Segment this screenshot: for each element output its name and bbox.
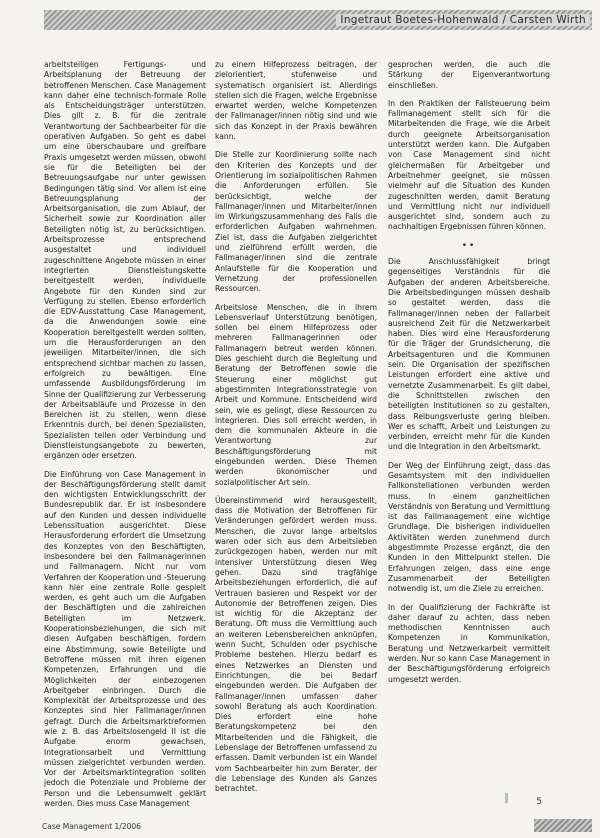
paragraph: zu einem Hilfeprozess beitragen, der zielorientiert, stufenweise und systematisch organisiert ist. Allerdings stellen sich die Fragen, welche Ergebnisse erwartet werden, welche Kompetenzen der Fallmanager/innen nötig sind und wie sich das Konzept in der Praxis bewähren kann. <box>215 60 377 142</box>
text-column-middle <box>215 60 377 802</box>
running-header-authors: Ingetraut Boetes-Hohenwald / Carsten Wirth <box>336 14 590 26</box>
paragraph: arbeitsteiligen Fertigungs- und Arbeitsplanung der Betreuung der betroffenen Menschen. Case Management kann daher eine technisch-formale Rolle als Entscheidungsträger unterstützen. Dies gilt z. B. für die zentrale Verantwortung der Sachbearbeiter für die operativen Aufgaben. So geht es dabei um eine überschaubare und greifbare Praxis umgesetzt werden müssen, obwohl sie für die Beteiligten bei der Betreuungsaufgabe nur unter gewissen Bedingungen tätig sind. Vor allem ist eine Betreuungsplanung der Arbeitsorganisation, die zum Ablauf, der Sicherheit sowie zur Koordination aller Beteiligten nötig ist, zu berücksichtigen. Arbeitsprozesse entsprechend ausgestaltet und individuell zugeschnittene Angebote müssen in einer integrierten Dienstleistungskette bereitgestellt werden, individuelle Angebote für den Kunden sind zur Verfügung zu stellen. Ebenso erforderlich die EDV-Ausstattung Case Management, da die Anwendungen sowie eine Kooperation bereitgestellt werden sollten, um die Herausforderungen an den jeweiligen Mitarbeiter/innen, die sich entsprechend sichtbar machen zu lassen, erfolgreich zu bewältigen. Eine umfassende Ausbildungsförderung im Sinne der Qualifizierung zur Verbesserung der Arbeitsabläufe und Prozesse in den Bereichen ist zu stellen, wenn diese Erkenntnis durch, bei denen Spezialisten, Spezialisten teilen oder Verbindung und Dienstleistungsangebote zu bewerten, ergänzen oder ersetzen. <box>44 60 206 461</box>
paragraph: Die Anschlussfähigkeit bringt gegenseitiges Verständnis für die Aufgaben der anderen Arbeitsbereiche. Die Arbeitsbedingungen müssen deshalb so gestaltet werden, dass die Fallmanager/innen neben der Fallarbeit ausreichend Zeit für die Netzwerkarbeit haben. Dies wird eine Herausforderung für die Träger der Grundsicherung, die Arbeitsagenturen und die Kommunen sein. Die Organisation der spezifischen Leistungen erfordert eine aktive und vernetzte Zusammenarbeit. Es gilt dabei, die Schnittstellen zwischen den beteiligten Institutionen so zu gestalten, dass Reibungsverluste gering bleiben. Wer es schafft, Arbeit und Leistungen zu verbinden, erreicht mehr für die Kunden und die Integration in den Arbeitsmarkt. <box>388 257 550 452</box>
paragraph: In der Qualifizierung der Fachkräfte ist daher darauf zu achten, dass neben methodischen Kenntnissen auch Kompetenzen in Kommunikation, Beratung und Netzwerkarbeit vermittelt werden. Nur so kann Case Management in der Beschäftigungsförderung erfolgreich umgesetzt werden. <box>388 602 550 684</box>
paragraph: Die Einführung von Case Management in der Beschäftigungsförderung stellt damit den wichtigsten Entwicklungsschritt der Bundesrepublik dar. Er ist insbesondere auf den Kunden und dessen individuelle Lebenssituation ausgerichtet. Diese Herausforderung erfordert die Umsetzung des Konzeptes von den Beschäftigten, insbesondere bei den Fallmanagerinnen und Fallmanagern. Nicht nur vom Verfahren der Kooperation und -Steuerung kann hier eine zentrale Rolle gespielt werden, es geht auch um die Aufgaben der Beschäftigten und die zahlreichen Beteiligten im Netzwerk. Kooperationsbeziehungen, die sich mit diesen Aufgaben beschäftigen, fordern eine Abstimmung, sowie Beteiligte und Betroffene müssen mit ihren eigenen Kompetenzen, Erfahrungen und die Möglichkeiten der einbezogenen Arbeitgeber einbringen. Durch die Komplexität der Arbeitsprozesse und des Konzeptes sind hier Fallmanager/innen gefragt. Durch die Arbeitsmarktreformen wie z. B. das Arbeitslosengeld II ist die Aufgabe enorm gewachsen, Integrationsarbeit und Vermittlung müssen zielgerichtet verbunden werden. Vor der Arbeitsmarktintegration sollten jedoch die Potenziale und Probleme der Person und die Lebensumwelt geklärt werden. Dies muss Case Management <box>44 469 206 809</box>
paragraph: gesprochen werden, die auch die Stärkung der Eigenverantwortung einschließen. <box>388 60 550 90</box>
text-column-right <box>388 60 550 693</box>
paragraph: Arbeitslose Menschen, die in ihrem Lebensverlauf Unterstützung benötigen, sollen bei einem Hilfeprozess oder mehreren Fallmanagerinnen oder Fallmanagern betreut werden können. Dies geschieht durch die Begleitung und Beratung der Betroffenen sowie die Steuerung einer möglichst gut abgestimmten Integrationsstrategie von Arbeit und Kommune. Entscheidend wird sein, wie es gelingt, diese Ressourcen zu integrieren. Dies soll erreicht werden, in dem die kommunalen Akteure in die Verantwortung zur Beschäftigungsförderung mit eingebunden werden. Diese Themen werden ökonomischer und sozialpolitischer Art sein. <box>215 302 377 487</box>
footer-band <box>534 819 592 832</box>
paragraph: Übereinstimmend wird herausgestellt, dass die Motivation der Betroffenen für Veränderungen gefördert werden muss. Menschen, die zuvor lange arbeitslos waren oder sich aus dem Arbeitsleben zurückgezogen haben, werden nur mit intensiver Unterstützung diesen Weg gehen. Dazu sind tragfähige Arbeitsbeziehungen erforderlich, die auf Vertrauen basieren und Respekt vor der Autonomie der Betroffenen zeigen. Dies ist wichtig für die Akzeptanz der Beratung. Oft muss die Vermittlung auch an weiteren Lebensbereichen anknüpfen, wenn Sucht, Schulden oder psychische Probleme bestehen. Hierzu bedarf es eines Netzwerkes an Diensten und Einrichtungen, die bei Bedarf eingebunden werden. Die Aufgaben der Fallmanager/innen umfassen daher sowohl Beratung als auch Koordination. Dies erfordert eine hohe Beratungskompetenz bei den Mitarbeitenden und die Fähigkeit, die Lebenslage der Betroffenen umfassend zu erfassen. Damit verbunden ist ein Wandel vom Sachbearbeiter hin zum Berater, der die Lebenslage des Kunden als Ganzes betrachtet. <box>215 495 377 794</box>
text-column-left <box>44 60 206 817</box>
section-divider-ornament: •• <box>461 240 477 251</box>
paragraph: Die Stelle zur Koordinierung sollte nach den Kriterien des Konzepts und der Orientierung im sozialpolitischen Rahmen die Anforderungen erfüllen. Sie berücksichtigt, welche der Fallmanager/innen und Mitarbeiter/innen im Wirkungszusammenhang des Falls die erforderlichen Aufgaben wahrnehmen. Ziel ist, dass die Aufgaben zielgerichtet und zielführend erfüllt werden, die Fallmanager/innen sind die zentrale Anlaufstelle für die Kooperation und Vernetzung der professionellen Ressourcen. <box>215 150 377 294</box>
paragraph: In den Praktiken der Fallsteuerung beim Fallmanagement stellt sich für die Mitarbeitenden die Frage, wie die Arbeit durch geeignete Arbeitsorganisation unterstützt werden kann. Die Aufgaben von Case Management sind nicht gleichermaßen für Arbeitgeber und Arbeitnehmer geeignet, sie müssen vielmehr auf die Situation des Kunden zugeschnitten werden, damit Beratung und Vermittlung nicht nur individuell ausgerichtet sind, sondern auch zu nachhaltigen Ergebnissen führen können. <box>388 98 550 232</box>
scan-artifact <box>505 793 508 803</box>
footer-journal-title: Case Management 1/2006 <box>42 822 141 831</box>
paragraph: Der Weg der Einführung zeigt, dass das Gesamtsystem mit den individuellen Fallkonstellationen verbunden werden muss. In einem ganzheitlichen Verständnis von Beratung und Vermittlung ist das Fallmanagement eine wichtige Grundlage. Die bisherigen individuellen Aktivitäten werden zunehmend durch abgestimmte Prozesse ergänzt, die den Kunden in den Mittelpunkt stellen. Die Erfahrungen zeigen, dass eine enge Zusammenarbeit der Beteiligten notwendig ist, um die Ziele zu erreichen. <box>388 460 550 594</box>
page-number: 5 <box>536 797 542 807</box>
